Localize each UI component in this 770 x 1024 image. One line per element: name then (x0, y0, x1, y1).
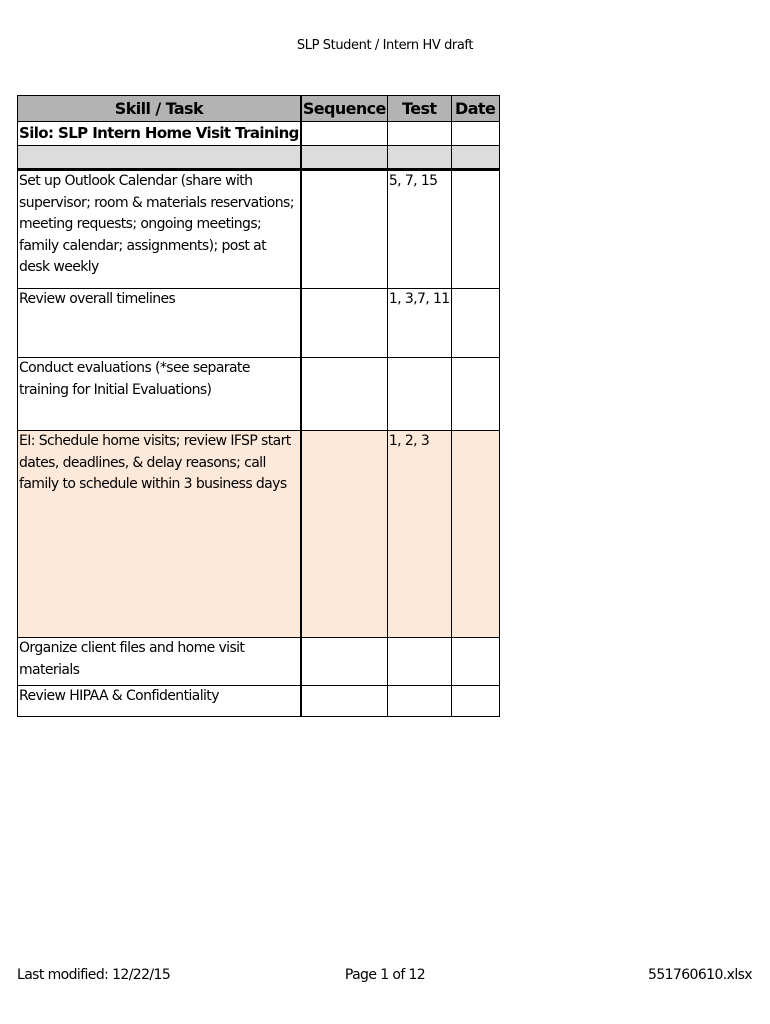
column-header-date: Date (451, 96, 499, 122)
sequence-cell (301, 638, 388, 686)
test-cell: 1, 3,7, 11 (387, 289, 451, 358)
date-cell (451, 170, 499, 289)
silo-label: Silo: SLP Intern Home Visit Training (18, 122, 301, 146)
task-cell: Review HIPAA & Confidentiality (18, 686, 301, 717)
sequence-cell (301, 170, 388, 289)
silo-sequence-cell (301, 122, 388, 146)
task-cell: Organize client files and home visit materials (18, 638, 301, 686)
date-cell (451, 686, 499, 717)
test-cell (387, 638, 451, 686)
sequence-cell (301, 431, 388, 638)
silo-date-cell (451, 122, 499, 146)
test-cell: 1, 2, 3 (387, 431, 451, 638)
test-cell: 5, 7, 15 (387, 170, 451, 289)
page-header-title: SLP Student / Intern HV draft (296, 38, 474, 53)
sequence-cell (301, 358, 388, 431)
column-header-task: Skill / Task (18, 96, 301, 122)
training-table (17, 95, 500, 717)
silo-row (18, 122, 500, 146)
task-cell: EI: Schedule home visits; review IFSP start dates, deadlines, & delay reasons; call family to schedule within 3 business days (18, 431, 301, 638)
table-row (18, 638, 500, 686)
footer-page-number: Page 1 of 12 (344, 967, 426, 983)
spacer-cell (301, 146, 388, 170)
spacer-cell (18, 146, 301, 170)
table-row (18, 686, 500, 717)
task-cell: Review overall timelines (18, 289, 301, 358)
date-cell (451, 358, 499, 431)
column-header-test: Test (387, 96, 451, 122)
spacer-row (18, 146, 500, 170)
silo-test-cell (387, 122, 451, 146)
table-row (18, 431, 500, 638)
date-cell (451, 289, 499, 358)
spacer-cell (387, 146, 451, 170)
task-cell: Conduct evaluations (*see separate training for Initial Evaluations) (18, 358, 301, 431)
test-cell (387, 358, 451, 431)
table-row (18, 358, 500, 431)
footer-filename: 551760610.xlsx (648, 967, 752, 983)
footer-last-modified: Last modified: 12/22/15 (17, 967, 171, 983)
date-cell (451, 638, 499, 686)
test-cell (387, 686, 451, 717)
table-row (18, 170, 500, 289)
task-cell: Set up Outlook Calendar (share with supervisor; room & materials reservations; meeting requests; ongoing meetings; family calendar; assignments); post at desk weekly (18, 170, 301, 289)
sequence-cell (301, 289, 388, 358)
table-header-row (18, 96, 500, 122)
table-row (18, 289, 500, 358)
sequence-cell (301, 686, 388, 717)
date-cell (451, 431, 499, 638)
column-header-sequence: Sequence (301, 96, 388, 122)
spacer-cell (451, 146, 499, 170)
